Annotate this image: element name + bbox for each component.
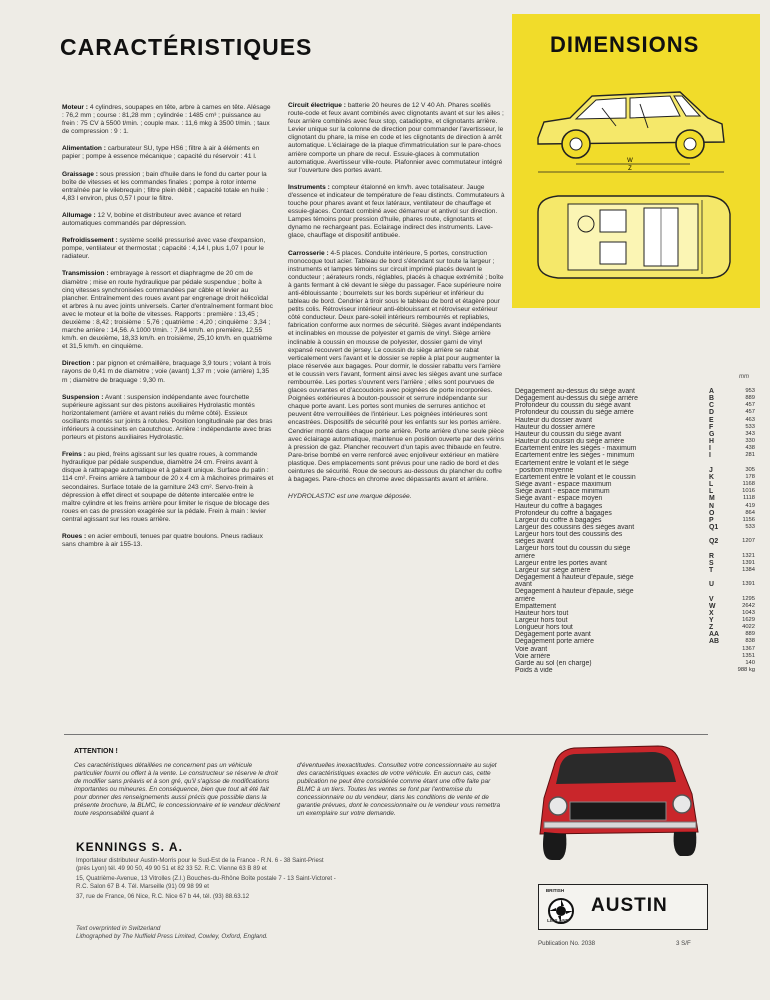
dimension-label: avant bbox=[515, 581, 532, 589]
disclaimer-text-1: Ces caractéristiques détaillées ne concernent pas un véhicule particulier fourni ou offert à la vente. Le constructeur se réserve le droit de modifier sans préavis et à son gré, qu'il s'agisse de modifications importantes ou mineures. En conséquence, bien que tout ait été fait pour donner des renseignements aussi précis que possible dans la présente brochure, la BLMC, le concessionnaire et le vendeur déclinent toute responsabilité quant à bbox=[74, 762, 280, 817]
spec-paragraph bbox=[62, 237, 274, 261]
dimension-value: 1295 bbox=[742, 595, 755, 602]
dimension-value: 1391 bbox=[742, 559, 755, 566]
car-top-diagram bbox=[528, 190, 738, 284]
dimension-row bbox=[515, 524, 755, 531]
dimension-label: - position moyenne bbox=[515, 466, 574, 474]
dimension-value: 1629 bbox=[742, 617, 755, 623]
spec-text: en acier embouti, tenues par quatre boulons. Pneus radiaux sans chambre à air 155-13. bbox=[62, 533, 263, 549]
spec-text: 4-5 places. Conduite intérieure, 5 portes, construction monocoque tout acier. Tableau de bord s'étendant sur toute la largeur ; instruments et lampes témoins sur circuit imprimé placés devant le conducteur ; aérateurs ronds, réglables, placés à chaque extrémité ; boîte à gants fermant à clé devant le siège du passager. Face supérieure noire anti-éblouissante ; bourrelets sur les bords supérieur et inférieur du tableau de bord. Cendrier à tiroir sous le tableau de bord et étagère pour petits colis. Rétroviseur intérieur anti-éblouissant et rétroviseur extérieur côté conducteur. Deux pare-soleil intérieurs rembourrés et repliables, fabrication conforme aux normes de sécurité. Sièges avant indépendants et inclinables en mousse de polyester et garnis de vinyl. Siège arrière inclinable à coussin en mousse de polyester, dossier garni de vinyl expansé recouvert de jersey. Le coussin du siège arrière se rabat verticalement vers l'avant et le dossier se replie à plat pour augmenter la place réservée aux bagages. Pour dormir, le dossier rabattu vers l'arrière et le coussin vers l'avant, forment ainsi avec les sièges avant une surface rembourrée. Les portes s'ouvrent vers l'arrière ; elles sont pourvues de glaces ouvrantes et d'accoudoirs avec poignées de porte incorporées. Poignées extérieures à bouton-poussoir et serrure indépendante sur chaque porte avant. Les portes sont munies de serrures antichoc et peuvent être verrouillées de l'intérieur. Les poignées intérieures sont encastrées. Dispositifs de sécurité pour les enfants sur les portes arrière. Cendrier monté dans chaque porte arrière. Porte arrière d'une seule pièce avec éclairage automatique, maintenue en position ouverte par des vérins à pression de gaz. Plancher recouvert d'un tapis avec thibaude en feutre. Pare-brise bombé en verre renforcé avec enjoliveur extérieur en matière plastique. Des emplacements sont prévus pour une radio de bord et des ceintures de sécurité. Roue de secours au-dessous du plancher du coffre à bagages. Pare-chocs en chrome avec dépassants avant et arrière. bbox=[288, 249, 505, 484]
disclaimer-text-2: d'éventuelles inexactitudes. Consultez votre concessionnaire au sujet des caractéristiques exactes de votre véhicule. En aucun cas, cette publication ne peut être considérée comme étant une offre faite par BLMC à un tiers. Toutes les ventes se font par l'entremise du concessionnaire ou du vendeur, dans les conditions de vente et de garantie prévues, dont le concessionnaire ou le vendeur vous remettra un exemplaire sur votre demande. bbox=[297, 762, 501, 817]
dimension-row bbox=[515, 452, 755, 459]
logo-text-top: BRITISH bbox=[545, 888, 565, 893]
dimension-letter: U bbox=[709, 581, 714, 589]
dimension-letter: F bbox=[709, 423, 714, 431]
dimension-letter bbox=[709, 588, 729, 595]
dimension-label: arrière bbox=[515, 552, 535, 560]
dimension-value: 1043 bbox=[742, 609, 755, 616]
dimension-label: Largeur entre les portes avant bbox=[515, 559, 607, 567]
spec-paragraph bbox=[62, 104, 274, 136]
dimension-row bbox=[515, 409, 755, 416]
red-car-photo bbox=[530, 736, 708, 866]
dimension-value: 838 bbox=[745, 638, 755, 645]
spec-paragraph bbox=[62, 451, 274, 524]
dimension-row bbox=[515, 460, 755, 467]
publication-code: 3 S/F bbox=[676, 940, 691, 947]
dimension-row bbox=[515, 531, 755, 538]
title-dimensions: DIMENSIONS bbox=[550, 32, 700, 57]
car-side-diagram bbox=[530, 78, 730, 178]
dimension-row bbox=[515, 588, 755, 595]
dimension-value: 463 bbox=[745, 416, 755, 423]
spec-heading: Transmission : bbox=[62, 270, 109, 278]
dimension-letter: Q2 bbox=[709, 538, 719, 546]
logo-text-bottom: LEYLAND bbox=[547, 918, 569, 923]
dimension-letter: E bbox=[709, 416, 714, 424]
dimension-value: 1367 bbox=[742, 645, 755, 652]
dimension-value: 281 bbox=[745, 452, 755, 459]
spec-text: 12 V, bobine et distributeur avec avance et retard automatiques commandés par dépression. bbox=[62, 211, 241, 228]
dimension-row bbox=[515, 574, 755, 581]
dimension-value: 1168 bbox=[742, 481, 755, 488]
attention-heading: ATTENTION ! bbox=[74, 748, 118, 755]
spec-text: compteur étalonné en km/h. avec totalisateur. Jauge d'essence et indicateur de température de l'eau distincts. Commutateurs à touche pour phares avant et feux latéraux, ventilateur de chauffage et essuie-glaces. Contact combiné avec démarreur et antivol sur direction. Lampes témoins pour pression d'huile, phares route, clignotants et dynamo ne rechargeant pas. Eclairage indirect des instruments. Lave-glace, chauffage et dispositif antibuée. bbox=[288, 183, 505, 240]
dimension-value bbox=[729, 588, 755, 595]
print-credit-line: Text overprinted in Switzerland bbox=[76, 925, 161, 932]
dimension-row bbox=[515, 503, 755, 510]
dimension-row bbox=[515, 667, 755, 674]
dimension-row bbox=[515, 402, 755, 409]
spec-heading: Moteur : bbox=[62, 104, 89, 111]
dimension-letter: Y bbox=[709, 617, 714, 624]
dimension-value: 533 bbox=[745, 523, 755, 530]
dimension-letter: I bbox=[709, 445, 711, 453]
dimension-letter bbox=[709, 460, 729, 467]
austin-logo bbox=[538, 884, 708, 930]
svg-text:W: W bbox=[627, 158, 633, 164]
dimension-label: Hauteur du dossier avant bbox=[515, 416, 592, 424]
dimension-label: Ecartement entre le volant et le coussin bbox=[515, 473, 636, 481]
spec-paragraph bbox=[288, 250, 506, 485]
dimension-row bbox=[515, 610, 755, 617]
dimension-row bbox=[515, 581, 755, 588]
spec-text: Avant : suspension indépendante avec fourchette supérieure agissant sur des pistons auxiliaires Hydrolastic montés horizontalement (arrière et avant reliés du même côté). Essieux oscillants montés sur joints à rotules. Position longitudinale par des bras inférieurs à coussinets en caoutchouc. Arrière : indépendante avec bras porteurs et pistons auxiliaires Hydrolastic. bbox=[62, 393, 273, 442]
dimension-letter: S bbox=[709, 559, 714, 567]
dimension-label: Longueur hors tout bbox=[515, 624, 573, 632]
dimension-value: 2642 bbox=[742, 602, 755, 609]
dimension-label: Profondeur du coussin du siège arrière bbox=[515, 409, 634, 417]
dimension-letter: H bbox=[709, 438, 714, 446]
dimension-label: Poids à vide bbox=[515, 667, 553, 675]
dimension-letter: Q1 bbox=[709, 523, 719, 531]
unit-label: mm bbox=[739, 374, 749, 380]
dimension-value: 178 bbox=[745, 473, 755, 480]
dimension-label: sièges avant bbox=[515, 538, 554, 546]
specs-column-right bbox=[288, 102, 506, 510]
dimension-row bbox=[515, 660, 755, 667]
svg-text:Z: Z bbox=[628, 166, 632, 172]
dimension-row bbox=[515, 438, 755, 445]
dimension-label: Profondeur du coffre à bagages bbox=[515, 509, 612, 517]
dimension-label: Siège avant - espace minimum bbox=[515, 488, 610, 496]
dimension-label: Largeur hors tout du coussin du siège bbox=[515, 545, 631, 553]
dimension-label: Siège avant - espace maximum bbox=[515, 481, 612, 489]
dimension-row bbox=[515, 631, 755, 638]
dimension-row bbox=[515, 553, 755, 560]
address-line: Importateur distributeur Austin-Morris pour le Sud-Est de la France - R.N. 6 - 38 Saint-Priest (près Lyon) tél. 49 90 50, 49 90 51 et 82 33 52. R.C. Vienne 63 B 89 et bbox=[76, 857, 324, 872]
spec-paragraph bbox=[288, 184, 506, 241]
dimension-letter: W bbox=[709, 602, 716, 610]
dimension-value: 889 bbox=[745, 395, 755, 402]
dimension-row bbox=[515, 596, 755, 603]
dimension-value: 330 bbox=[745, 438, 755, 445]
dimension-letter: N bbox=[709, 502, 714, 510]
british-leyland-mark bbox=[541, 888, 569, 893]
dimension-letter: P bbox=[709, 516, 714, 524]
dimension-row bbox=[515, 495, 755, 502]
dimension-letter: C bbox=[709, 402, 714, 410]
dimension-row bbox=[515, 467, 755, 474]
dimension-letter bbox=[709, 574, 729, 581]
dimension-letter: T bbox=[709, 566, 714, 574]
spec-heading: Roues : bbox=[62, 533, 87, 541]
spec-paragraph bbox=[62, 145, 274, 161]
dimension-label: Ecartement entre le volant et le siège bbox=[515, 459, 629, 467]
dimension-label: Hauteur du dossier arrière bbox=[515, 423, 596, 431]
publication-number: Publication No. 2038 bbox=[538, 940, 596, 947]
dimension-letter: J bbox=[709, 466, 713, 474]
dimension-row bbox=[515, 488, 755, 495]
dimension-value bbox=[729, 545, 755, 552]
dimension-row bbox=[515, 567, 755, 574]
spec-paragraph bbox=[288, 102, 506, 175]
dimension-value: 343 bbox=[745, 430, 755, 437]
dimension-letter bbox=[709, 653, 729, 660]
dimension-letter bbox=[709, 660, 729, 667]
spec-paragraph bbox=[62, 394, 274, 443]
dimension-label: Voie avant bbox=[515, 645, 548, 653]
dimension-row bbox=[515, 431, 755, 438]
address-line: 15, Quatrième-Avenue, 13 Vitrolles (Z.I.) Bouches-du-Rhône Boîte postale 7 - 13 Saint-Victoret - R.C. Salon 67 B 4. Tél. Marseille (91) 09 98 99 et bbox=[76, 875, 336, 890]
spec-paragraph bbox=[62, 270, 274, 351]
dimension-label: Dégagement à hauteur d'épaule, siège bbox=[515, 588, 634, 596]
spec-paragraph bbox=[62, 212, 274, 228]
dimension-letter: B bbox=[709, 395, 714, 403]
print-credit-line: Lithographed by The Nuffield Press Limited, Cowley, Oxford, England. bbox=[76, 933, 268, 940]
dimension-row bbox=[515, 395, 755, 402]
dimension-value bbox=[729, 574, 755, 581]
dimension-label: Largeur des coussins des sièges avant bbox=[515, 523, 635, 531]
dimension-row bbox=[515, 388, 755, 395]
dimension-value: 1391 bbox=[742, 581, 755, 588]
spec-paragraph bbox=[62, 171, 274, 203]
dimension-value: 988 kg bbox=[737, 667, 755, 674]
spec-heading: Instruments : bbox=[288, 183, 330, 191]
dimension-letter: I bbox=[709, 452, 711, 460]
spec-paragraph bbox=[62, 533, 274, 549]
spec-text: 4 cylindres, soupapes en tête, arbre à cames en tête. Alésage : 76,2 mm ; course : 81,28 mm ; cylindrée : 1485 cm³ ; puissance au frein : 75 CV à 5500 t/min. ; couple max. : 11,6 mkg à 3500 t/min. ; taux de compression : 9 : 1. bbox=[62, 104, 271, 136]
company-name: KENNINGS S. A. bbox=[76, 840, 183, 854]
brand-name: AUSTIN bbox=[591, 895, 668, 916]
dimension-letter: AA bbox=[709, 631, 719, 639]
dimension-letter bbox=[709, 646, 729, 653]
dimension-row bbox=[515, 653, 755, 660]
dimension-letter: A bbox=[709, 388, 714, 395]
dimension-label: Largeur hors tout bbox=[515, 617, 568, 624]
dimension-letter: R bbox=[709, 552, 714, 560]
dimension-letter: G bbox=[709, 430, 715, 438]
dimension-label: Voie arrière bbox=[515, 652, 551, 660]
dimension-value: 889 bbox=[745, 631, 755, 638]
spec-paragraph bbox=[62, 360, 274, 384]
dimension-value: 1351 bbox=[742, 652, 755, 659]
dimension-label: Hauteur hors tout bbox=[515, 609, 569, 617]
dimension-label: Dégagement porte arrière bbox=[515, 638, 594, 646]
dimension-row bbox=[515, 545, 755, 552]
dimension-row bbox=[515, 424, 755, 431]
spec-text: embrayage à ressort et diaphragme de 20 cm de diamètre ; mise en route hydraulique par pédale suspendue ; boîte à cinq vitesses synchronisées commandées par câble et levier au plancher. Entraînement des roues avant par engrenage droit hélicoïdal et arbres à nu avec joints universels. Carter d'entraînement formant bloc avec le moteur et la boîte de vitesses. Rapports : première : 13,45 ; deuxième : 8,42 ; troisième : 5,76 ; quatrième : 4,20 ; cinquième : 3,34 ; marche arrière : 14,56. A 1000 t/min. : 7,84 km/h. en première, 12,55 km/h. en deuxième, 18,33 km/h. en troisième, 25,10 km/h. en quatrième et 31,5 km/h. en cinquième. bbox=[62, 270, 273, 351]
spec-heading: Allumage : bbox=[62, 211, 96, 219]
specs-column-left bbox=[62, 104, 274, 558]
dimension-value: 140 bbox=[745, 659, 755, 666]
spec-text: au pied, freins agissant sur les quatre roues, à commande hydraulique par pédale suspendue, diamètre 24 cm. Freins avant à disque à rattrapage automatique et à gabarit unique. Surface du patin : 114 cm². Freins arrière à tambour de 20 x 4 cm à mâchoires primaires et secondaires. Surface totale de la garniture 243 cm². Servo-frein à dépression à effet direct et soupape de détente intercalée entre le maître cylindre et les freins arrière pour limiter le risque de blocage des roues en cas de pression exagérée sur la pédale. Frein à main : levier central agissant sur les roues arrière. bbox=[62, 451, 274, 523]
dimension-row bbox=[515, 538, 755, 545]
spec-heading: Suspension : bbox=[62, 393, 104, 401]
dimension-value: 1207 bbox=[742, 538, 755, 545]
dimension-label: Empattement bbox=[515, 602, 556, 610]
dimension-letter: K bbox=[709, 473, 714, 481]
dimension-label: Dégagement au-dessus du siège avant bbox=[515, 388, 635, 395]
spec-heading: Alimentation : bbox=[62, 145, 106, 153]
dimension-value: 1384 bbox=[742, 566, 755, 573]
dimension-value: 438 bbox=[745, 445, 755, 452]
dimension-label: Hauteur du coffre à bagages bbox=[515, 502, 603, 510]
dimension-row bbox=[515, 624, 755, 631]
dimension-value: 953 bbox=[745, 388, 755, 394]
dimension-value: 864 bbox=[745, 509, 755, 516]
dimension-label: Ecartement entre les sièges - minimum bbox=[515, 452, 635, 460]
dimension-row bbox=[515, 603, 755, 610]
dimension-row bbox=[515, 445, 755, 452]
dimension-letter: AB bbox=[709, 638, 719, 646]
dimension-label: arrière bbox=[515, 595, 535, 603]
spec-text: système scellé pressurisé avec vase d'expansion, pompe, ventilateur et thermostat ; capacité : 4,14 l, plus 1,07 l pour le radiateur. bbox=[62, 237, 266, 261]
dimension-row bbox=[515, 474, 755, 481]
dimension-label: Garde au sol (en charge) bbox=[515, 659, 592, 667]
dimension-label: Dégagement au-dessus du siège arrière bbox=[515, 395, 638, 403]
address-line: 37, rue de France, 06 Nice, R.C. Nice 67 b 44, tél. (93) 88.63.12 bbox=[76, 893, 250, 900]
dimension-letter: X bbox=[709, 609, 714, 617]
dimension-value: 457 bbox=[745, 402, 755, 409]
dimension-letter: V bbox=[709, 595, 714, 603]
dimension-label: Largeur hors tout des coussins des bbox=[515, 531, 623, 539]
spec-text: HYDROLASTIC est une marque déposée. bbox=[288, 493, 412, 501]
print-credits bbox=[76, 925, 268, 941]
dimension-label: Largeur du coffre à bagages bbox=[515, 516, 602, 524]
dimension-row bbox=[515, 481, 755, 488]
title-caracteristiques: CARACTÉRISTIQUES bbox=[60, 34, 313, 60]
spec-heading: Carrosserie : bbox=[288, 249, 329, 257]
spec-text: par pignon et crémaillère, braquage 3,9 tours ; volant à trois rayons de 0,41 m de diamètre ; voie (avant) 1,37 m ; voie (arrière) 1,35 m ; diamètre de braquage : 9,30 m. bbox=[62, 360, 271, 384]
dimension-row bbox=[515, 417, 755, 424]
dimension-value: 1016 bbox=[742, 488, 755, 495]
dimension-label: Hauteur du coussin du siège avant bbox=[515, 430, 622, 438]
dimension-value bbox=[729, 531, 755, 538]
divider bbox=[64, 734, 708, 735]
dimension-letter: M bbox=[709, 495, 715, 503]
dimension-row bbox=[515, 517, 755, 524]
dimension-letter: L bbox=[709, 488, 714, 496]
dimension-value: 419 bbox=[745, 502, 755, 509]
dimension-letter bbox=[709, 545, 729, 552]
dimension-value bbox=[729, 460, 755, 467]
dimension-label: Largeur sur siège arrière bbox=[515, 566, 591, 574]
dimension-letter: Z bbox=[709, 624, 714, 632]
dimension-letter: D bbox=[709, 409, 714, 417]
dimension-value: 4022 bbox=[742, 624, 755, 631]
spec-heading: Freins : bbox=[62, 451, 86, 459]
dimension-label: Dégagement à hauteur d'épaule, siège bbox=[515, 574, 634, 582]
dimension-row bbox=[515, 510, 755, 517]
dimension-value: 1321 bbox=[742, 552, 755, 559]
dimension-row bbox=[515, 560, 755, 567]
spec-text: batterie 20 heures de 12 V 40 Ah. Phares scellés route-code et feux avant combinés avec clignotants avant et sur les ailes ; feux arrière combinés avec feux stop, catadioptre, et clignotants arrière. Levier unique sur la colonne de direction pour commander l'avertisseur, le clignotant du phare, la mise en code et les clignotants de direction à arrêt automatique. L'éclairage de la plaque d'immatriculation sur le pare-chocs arrière comporte un phare de recul. Essuie-glaces à commutation automatique. Avertisseur ville-route. Plafonnier avec commutateur intégré sur l'ouverture des portes avant. bbox=[288, 102, 504, 174]
dimension-letter: L bbox=[709, 481, 714, 489]
company-address bbox=[76, 857, 336, 904]
dimension-label: Dégagement porte avant bbox=[515, 631, 591, 639]
dimension-letter: O bbox=[709, 509, 715, 517]
dimension-letter bbox=[709, 531, 729, 538]
spec-paragraph bbox=[288, 493, 506, 501]
dimension-label: Hauteur du coussin du siège arrière bbox=[515, 438, 625, 446]
dimension-letter bbox=[709, 667, 729, 674]
dimension-row bbox=[515, 617, 755, 624]
dimension-row bbox=[515, 646, 755, 653]
dimension-value: 533 bbox=[745, 423, 755, 430]
dimensions-table bbox=[515, 388, 755, 674]
dimension-value: 1156 bbox=[742, 516, 755, 523]
spec-heading: Graissage : bbox=[62, 170, 98, 178]
spec-heading: Direction : bbox=[62, 360, 95, 368]
dimension-value: 1118 bbox=[742, 495, 755, 502]
dimension-label: Profondeur du coussin du siège avant bbox=[515, 402, 631, 410]
spec-text: sous pression ; bain d'huile dans le fond du carter pour la boîte de vitesses et les commandes finales ; pompe à rotor interne entraînée par le vilebrequin ; filtre plein débit ; capacité totale en huile : 4,83 l environ, plus 0,57 l pour le filtre. bbox=[62, 170, 269, 202]
spec-heading: Circuit électrique : bbox=[288, 102, 346, 109]
dimension-label: Siège avant - espace moyen bbox=[515, 495, 603, 503]
dimension-value: 305 bbox=[745, 466, 755, 473]
dimension-value: 457 bbox=[745, 409, 755, 416]
spec-heading: Refroidissement : bbox=[62, 237, 118, 245]
dimension-row bbox=[515, 638, 755, 645]
dimension-label: Ecartement entre les sièges - maximum bbox=[515, 445, 637, 453]
spec-text: carburateur SU, type HS6 ; filtre à air à éléments en papier ; pompe à essence mécanique ; capacité du réservoir : 41 l. bbox=[62, 145, 260, 161]
